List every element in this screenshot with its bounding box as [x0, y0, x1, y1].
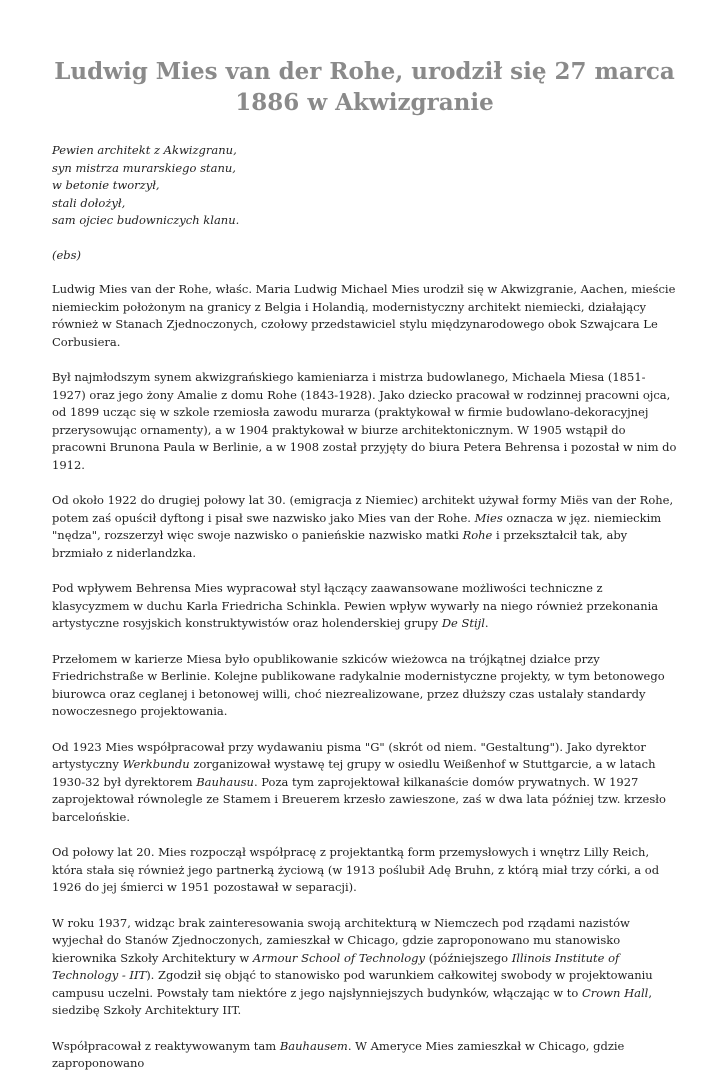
paragraph [52, 492, 677, 562]
italic-text: Bauhausem [279, 1038, 348, 1053]
italic-text: Armour School of Technology [252, 950, 426, 965]
text-run: Był najmłodszym synem akwizgrańskiego kamieniarza i mistrza budowlanego, Michaela Miesa (1851-1927) oraz jego żony Amalie z domu Rohe (1843-1928). Jako dziecko pracował w rodzinnej pracowni ojca, od 1899 ucząc się w szkole rzemiosła zawodu murarza (praktykował w firmie budowlano-dekoracyjnej przerysowując ornamenty), a w 1904 praktykował w biurze architektonicznym. W 1905 wstąpił do pracowni Brunona Paula w Berlinie, a w 1908 został przyjęty do biura Petera Behrensa i pozostał w nim do 1912. [52, 370, 677, 472]
italic-text: Illinois Institute of Technology - IIT [52, 950, 620, 982]
article-body [52, 281, 677, 1073]
text-run: (późniejszego [425, 950, 512, 965]
poem-line: stali dołożył, [52, 195, 126, 210]
text-run: . [484, 616, 489, 630]
paragraph [52, 651, 677, 721]
paragraph [52, 1038, 677, 1073]
page-title: Ludwig Mies van der Rohe, urodził się 27 marca 1886 w Akwizgranie [54, 58, 675, 116]
text-run: Ludwig Mies van der Rohe, właśc. Maria Ludwig Michael Mies urodził się w Akwizgranie, Aachen, mieście niemieckim położonym na granicy z Belgia i Holandią, modernistyczny architekt niemiecki, działający również w Stanach Zjednoczonych, czołowy przedstawiciel stylu międzynarodowego obok Szwajcara Le Corbusiera. [52, 282, 676, 349]
poem-line: sam ojciec budowniczych klanu. [52, 213, 240, 227]
paragraph [52, 369, 677, 474]
poem-line: Pewien architekt z Akwizgranu, [52, 143, 237, 157]
paragraph [52, 580, 677, 633]
text-run: . Poza tym zaprojektował kilkanaście domów prywatnych. W 1927 zaprojektował równolegle ze Stamem i Breuerem krzesło zawieszone, zaś w dwa lata później tzw. krzesło barcelońskie. [52, 774, 666, 824]
text-run: oznacza w jęz. niemieckim "nędza", rozszerzył więc swoje nazwisko o panieńskie nazwisko matki [52, 510, 662, 542]
italic-text: Mies [474, 510, 503, 525]
poem-credit: (ebs) [52, 247, 82, 262]
italic-text: De Stijl [441, 616, 485, 630]
poem-line: w betonie tworzył, [52, 178, 160, 192]
text-run: zorganizował wystawę tej grupy w osiedlu Weißenhof w Stuttgarcie, a w latach 1930-32 był dyrektorem [52, 757, 656, 789]
italic-text: Werkbundu [122, 757, 190, 771]
text-run: Przełomem w karierze Miesa było opublikowanie szkiców wieżowca na trójkątnej działce przy Friedrichstraße w Berlinie. Kolejne publikowane radykalnie modernistyczne projekty, w tym betonowego biurowca oraz ceglanej i betonowej willi, choć niezrealizowane, przez dłuższy czas ustalały standardy nowoczesnego projektowania. [52, 651, 665, 718]
paragraph [52, 844, 677, 897]
paragraph [52, 915, 677, 1020]
italic-text: Crown Hall [581, 985, 649, 1000]
text-run: Od około 1922 do drugiej połowy lat 30. (emigracja z Niemiec) architekt używał formy Miës van der Rohe, potem zaś opuścił dyftong i pisał swe nazwisko jako Mies van der Rohe. [52, 493, 674, 525]
poem-line: syn mistrza murarskiego stanu, [52, 160, 236, 175]
paragraph [52, 739, 677, 827]
document-page [52, 56, 677, 1091]
text-run: i przekształcił tak, aby brzmiało z niderlandzka. [52, 528, 628, 560]
text-run: W roku 1937, widząc brak zainteresowania swoją architekturą w Niemczech pod rządami nazistów wyjechał do Stanów Zjednoczonych, zamieszkał w Chicago, gdzie zaproponowano mu stanowisko kierownika Szkoły Architektury w [52, 915, 630, 965]
italic-text: Rohe [462, 528, 493, 542]
text-run: , siedzibę Szkoły Architektury IIT. [52, 985, 652, 1017]
text-run: ). Zgodził się objąć to stanowisko pod warunkiem całkowitej swobody w projektowaniu campusu uczelni. Powstały tam niektóre z jego najsłynniejszych budynków, włączając w to [52, 968, 653, 1000]
paragraph [52, 281, 677, 351]
text-run: Współpracował z reaktywowanym tam [52, 1038, 280, 1053]
text-run: Od 1923 Mies współpracował przy wydawaniu pisma "G" (skrót od niem. "Gestaltung"). Jako dyrektor artystyczny [52, 739, 646, 771]
poem [52, 142, 677, 230]
text-run: Od połowy lat 20. Mies rozpoczął współpracę z projektantką form przemysłowych i wnętrz Lilly Reich, która stała się również jego partnerką życiową (w 1913 poślubił Adę Bruhn, z którą miał trzy córki, a od 1926 do jej śmierci w 1951 pozostawał w separacji). [52, 845, 660, 894]
text-run: Pod wpływem Behrensa Mies wypracował styl łączący zaawansowane możliwości techniczne z klasycyzmem w duchu Karla Friedricha Schinkla. Pewien wpływ wywarły na niego również przekonania artystyczne rosyjskich konstruktywistów oraz holenderskiej grupy [52, 581, 659, 630]
text-run: . W Ameryce Mies zamieszkał w Chicago, gdzie zaproponowano [52, 1038, 625, 1070]
italic-text: Bauhausu [196, 774, 254, 789]
